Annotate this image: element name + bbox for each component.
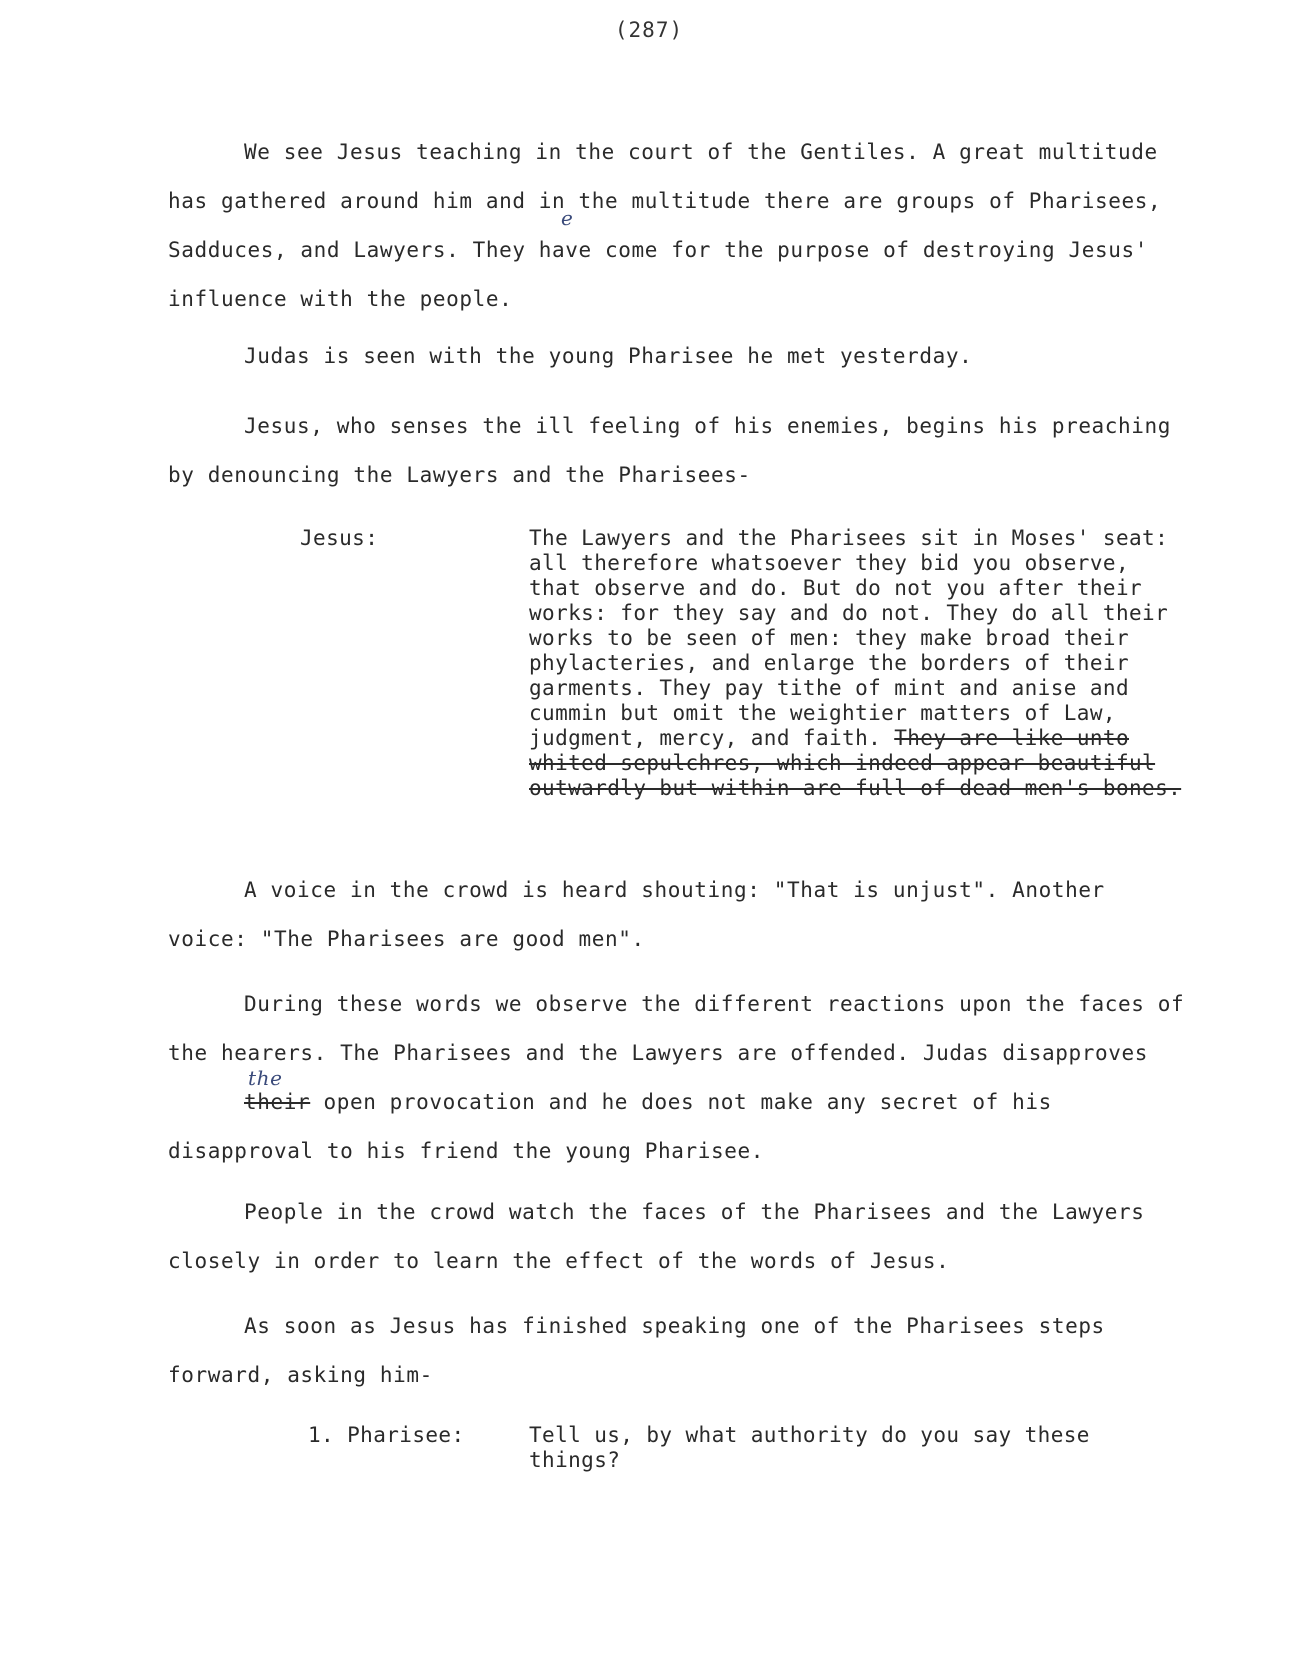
paragraph-court-of-gentiles <box>168 128 1188 324</box>
speaker-label: Jesus: <box>300 526 379 550</box>
word-correction <box>168 1066 311 1127</box>
paragraph-text: A voice in the crowd is heard shouting: "That is unjust". Another voice: "The Pharisees are good men". <box>168 878 1105 951</box>
dialogue-pharisee <box>168 1423 1208 1483</box>
paragraph-text: We see Jesus teaching in the court of the Gentiles. A great multitude has gathered around him and in the multitude there are groups of Pharisees, Sadduces, and Lawyers. They have come for the purpose of destroying Jesus' influence with the people. <box>168 140 1162 311</box>
paragraph-jesus-senses <box>168 402 1188 500</box>
handwritten-insertion: the <box>248 1066 283 1090</box>
paragraph-text: Judas is seen with the young Pharisee he met yesterday. <box>244 344 973 368</box>
dialogue-jesus <box>168 526 1208 826</box>
struck-word: their <box>244 1090 311 1114</box>
speech-body: The Lawyers and the Pharisees sit in Moses' seat: all therefore whatsoever they bid you observe, that observe and do. But do not you after their works: for they say and do not. They do all their works to be seen of men: they make broad their phylacteries, and enlarge the borders of their garments. They pay tithe of mint and anise and cummin but omit the weightier matters of Law, judgment, mercy, and faith. <box>529 526 1169 750</box>
paragraph-voice-in-crowd <box>168 866 1188 964</box>
paragraph-text-start: During these words we observe the different reactions upon the faces of the hearers. The Pharisees and the Lawyers are offended. Judas disapproves <box>168 992 1185 1065</box>
speech-text <box>529 526 1189 801</box>
page-number: (287) <box>614 18 684 42</box>
paragraph-reactions <box>168 980 1188 1176</box>
paragraph-pharisee-steps <box>168 1302 1188 1400</box>
handwritten-correction-e: e <box>561 206 573 230</box>
paragraph-text-end: open provocation and he does not make any secret of his disapproval to his friend the young Pharisee. <box>168 1090 1052 1163</box>
speech-text <box>529 1423 1189 1473</box>
paragraph-text: People in the crowd watch the faces of the Pharisees and the Lawyers closely in order to learn the effect of the words of Jesus. <box>168 1200 1145 1273</box>
paragraph-text: Jesus, who senses the ill feeling of his enemies, begins his preaching by denouncing the Lawyers and the Pharisees- <box>168 414 1172 487</box>
paragraph-crowd-watch <box>168 1188 1188 1286</box>
speech-body: Tell us, by what authority do you say these things? <box>529 1423 1090 1472</box>
struck-out-text: They are like unto whited sepulchres, which indeed appear beautiful outwardly but within are full of dead men's bones. <box>529 726 1182 800</box>
paragraph-judas-seen <box>168 332 1188 381</box>
speaker-label: 1. Pharisee: <box>308 1423 465 1447</box>
paragraph-text: As soon as Jesus has finished speaking one of the Pharisees steps forward, asking him- <box>168 1314 1105 1387</box>
